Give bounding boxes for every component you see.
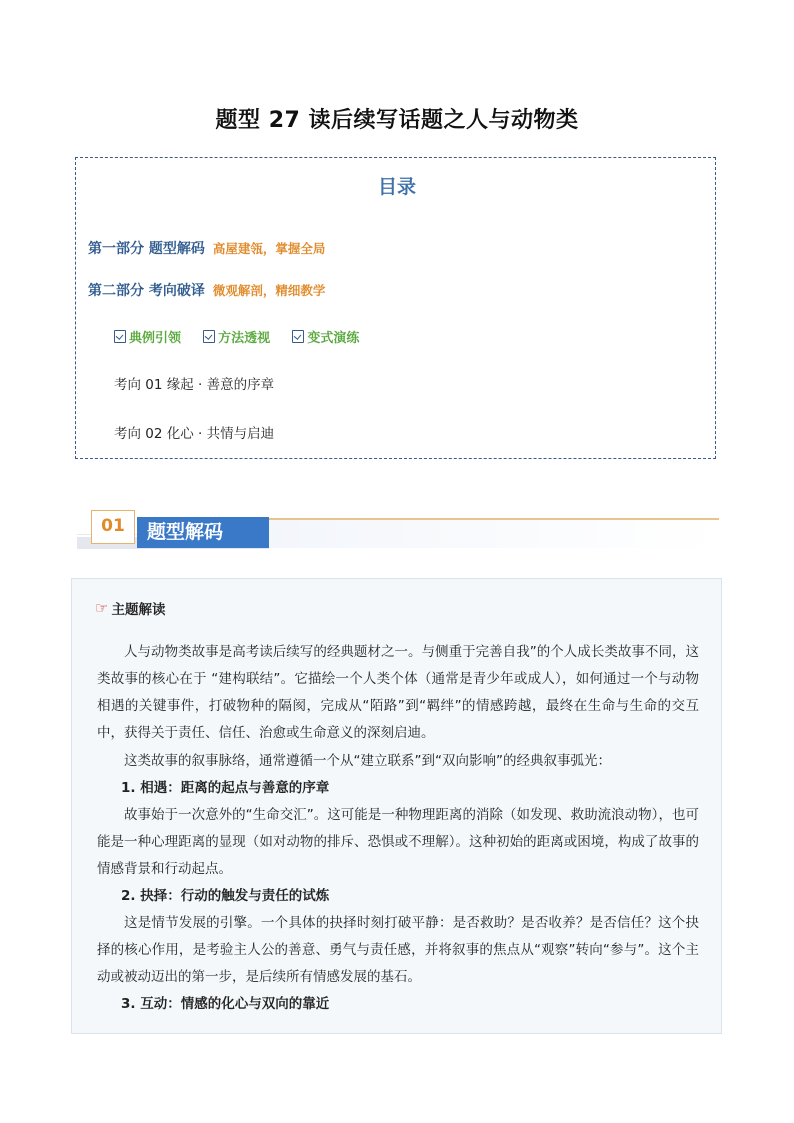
checklist-icon [292, 330, 304, 343]
page-title: 题型 27 读后续写话题之人与动物类 [215, 108, 579, 133]
paragraph: 这类故事的叙事脉络，通常遵循一个从“建立联系”到“双向影响”的经典叙事弧光： [124, 753, 611, 769]
toc-part-name: 第二部分 考向破译 [88, 283, 205, 299]
section-header [77, 508, 719, 552]
toc-part-subtitle: 微观解剖，精细教学 [212, 283, 326, 298]
tag-practice[interactable] [292, 327, 359, 346]
toc-part-name: 第一部分 题型解码 [88, 241, 205, 257]
section-accent-line [267, 518, 719, 520]
subheading: 1. 相遇：距离的起点与善意的序章 [121, 780, 330, 796]
panel-title [95, 598, 165, 618]
toc-tags [114, 327, 359, 347]
section-fade [267, 520, 719, 548]
paragraph: 故事始于一次意外的“生命交汇”。这可能是一种物理距离的消除（如发现、救助流浪动物），也可能是一种心理距离的显现（如对动物的排斥、恐惧或不理解）。这种初始的距离或困境，构成了故事的情感背景和行动起点。 [97, 807, 699, 877]
toc-heading: 目录 [377, 176, 416, 198]
toc-part-2[interactable] [88, 280, 325, 300]
pointing-hand-icon: ☞ [95, 599, 109, 617]
toc-box [75, 157, 716, 459]
section-label: 题型解码 [137, 517, 269, 548]
tag-label: 方法透视 [218, 331, 271, 346]
section-number: 01 [91, 510, 135, 544]
tag-label: 典例引领 [129, 331, 182, 346]
subheading: 2. 抉择：行动的触发与责任的试炼 [121, 888, 330, 904]
toc-part-subtitle: 高屋建瓴，掌握全局 [212, 241, 326, 256]
tag-example[interactable] [114, 327, 181, 346]
checklist-icon [203, 330, 215, 343]
tag-label: 变式演练 [307, 331, 360, 346]
subheading: 3. 互动：情感的化心与双向的靠近 [121, 996, 330, 1012]
paragraph: 这是情节发展的引擎。一个具体的抉择时刻打破平静：是否救助？是否收养？是否信任？这个抉择的核心作用，是考验主人公的善意、勇气与责任感，并将叙事的焦点从“观察”转向“参与”。这个主动或被动迈出的第一步，是后续所有情感发展的基石。 [97, 915, 699, 985]
tag-method[interactable] [203, 327, 270, 346]
panel-title-text: 主题解读 [111, 602, 166, 618]
toc-direction-1[interactable]: 考向 01 缘起 · 善意的序章 [114, 377, 275, 393]
toc-part-1[interactable] [88, 238, 325, 258]
checklist-icon [114, 330, 126, 343]
paragraph: 人与动物类故事是高考读后续写的经典题材之一。与侧重于完善自我”的个人成长类故事不同，这类故事的核心在于 “建构联结”。它描绘一个人类个体（通常是青少年或成人），如何通过一个与动物相遇的关键事件，打破物种的隔阂，完成从“陌路”到“羁绊”的情感跨越，最终在生命与生命的交互中，获得关于责任、信任、治愈或生命意义的深刻启迪。 [97, 644, 699, 741]
toc-direction-2[interactable]: 考向 02 化心 · 共情与启迪 [114, 426, 275, 442]
